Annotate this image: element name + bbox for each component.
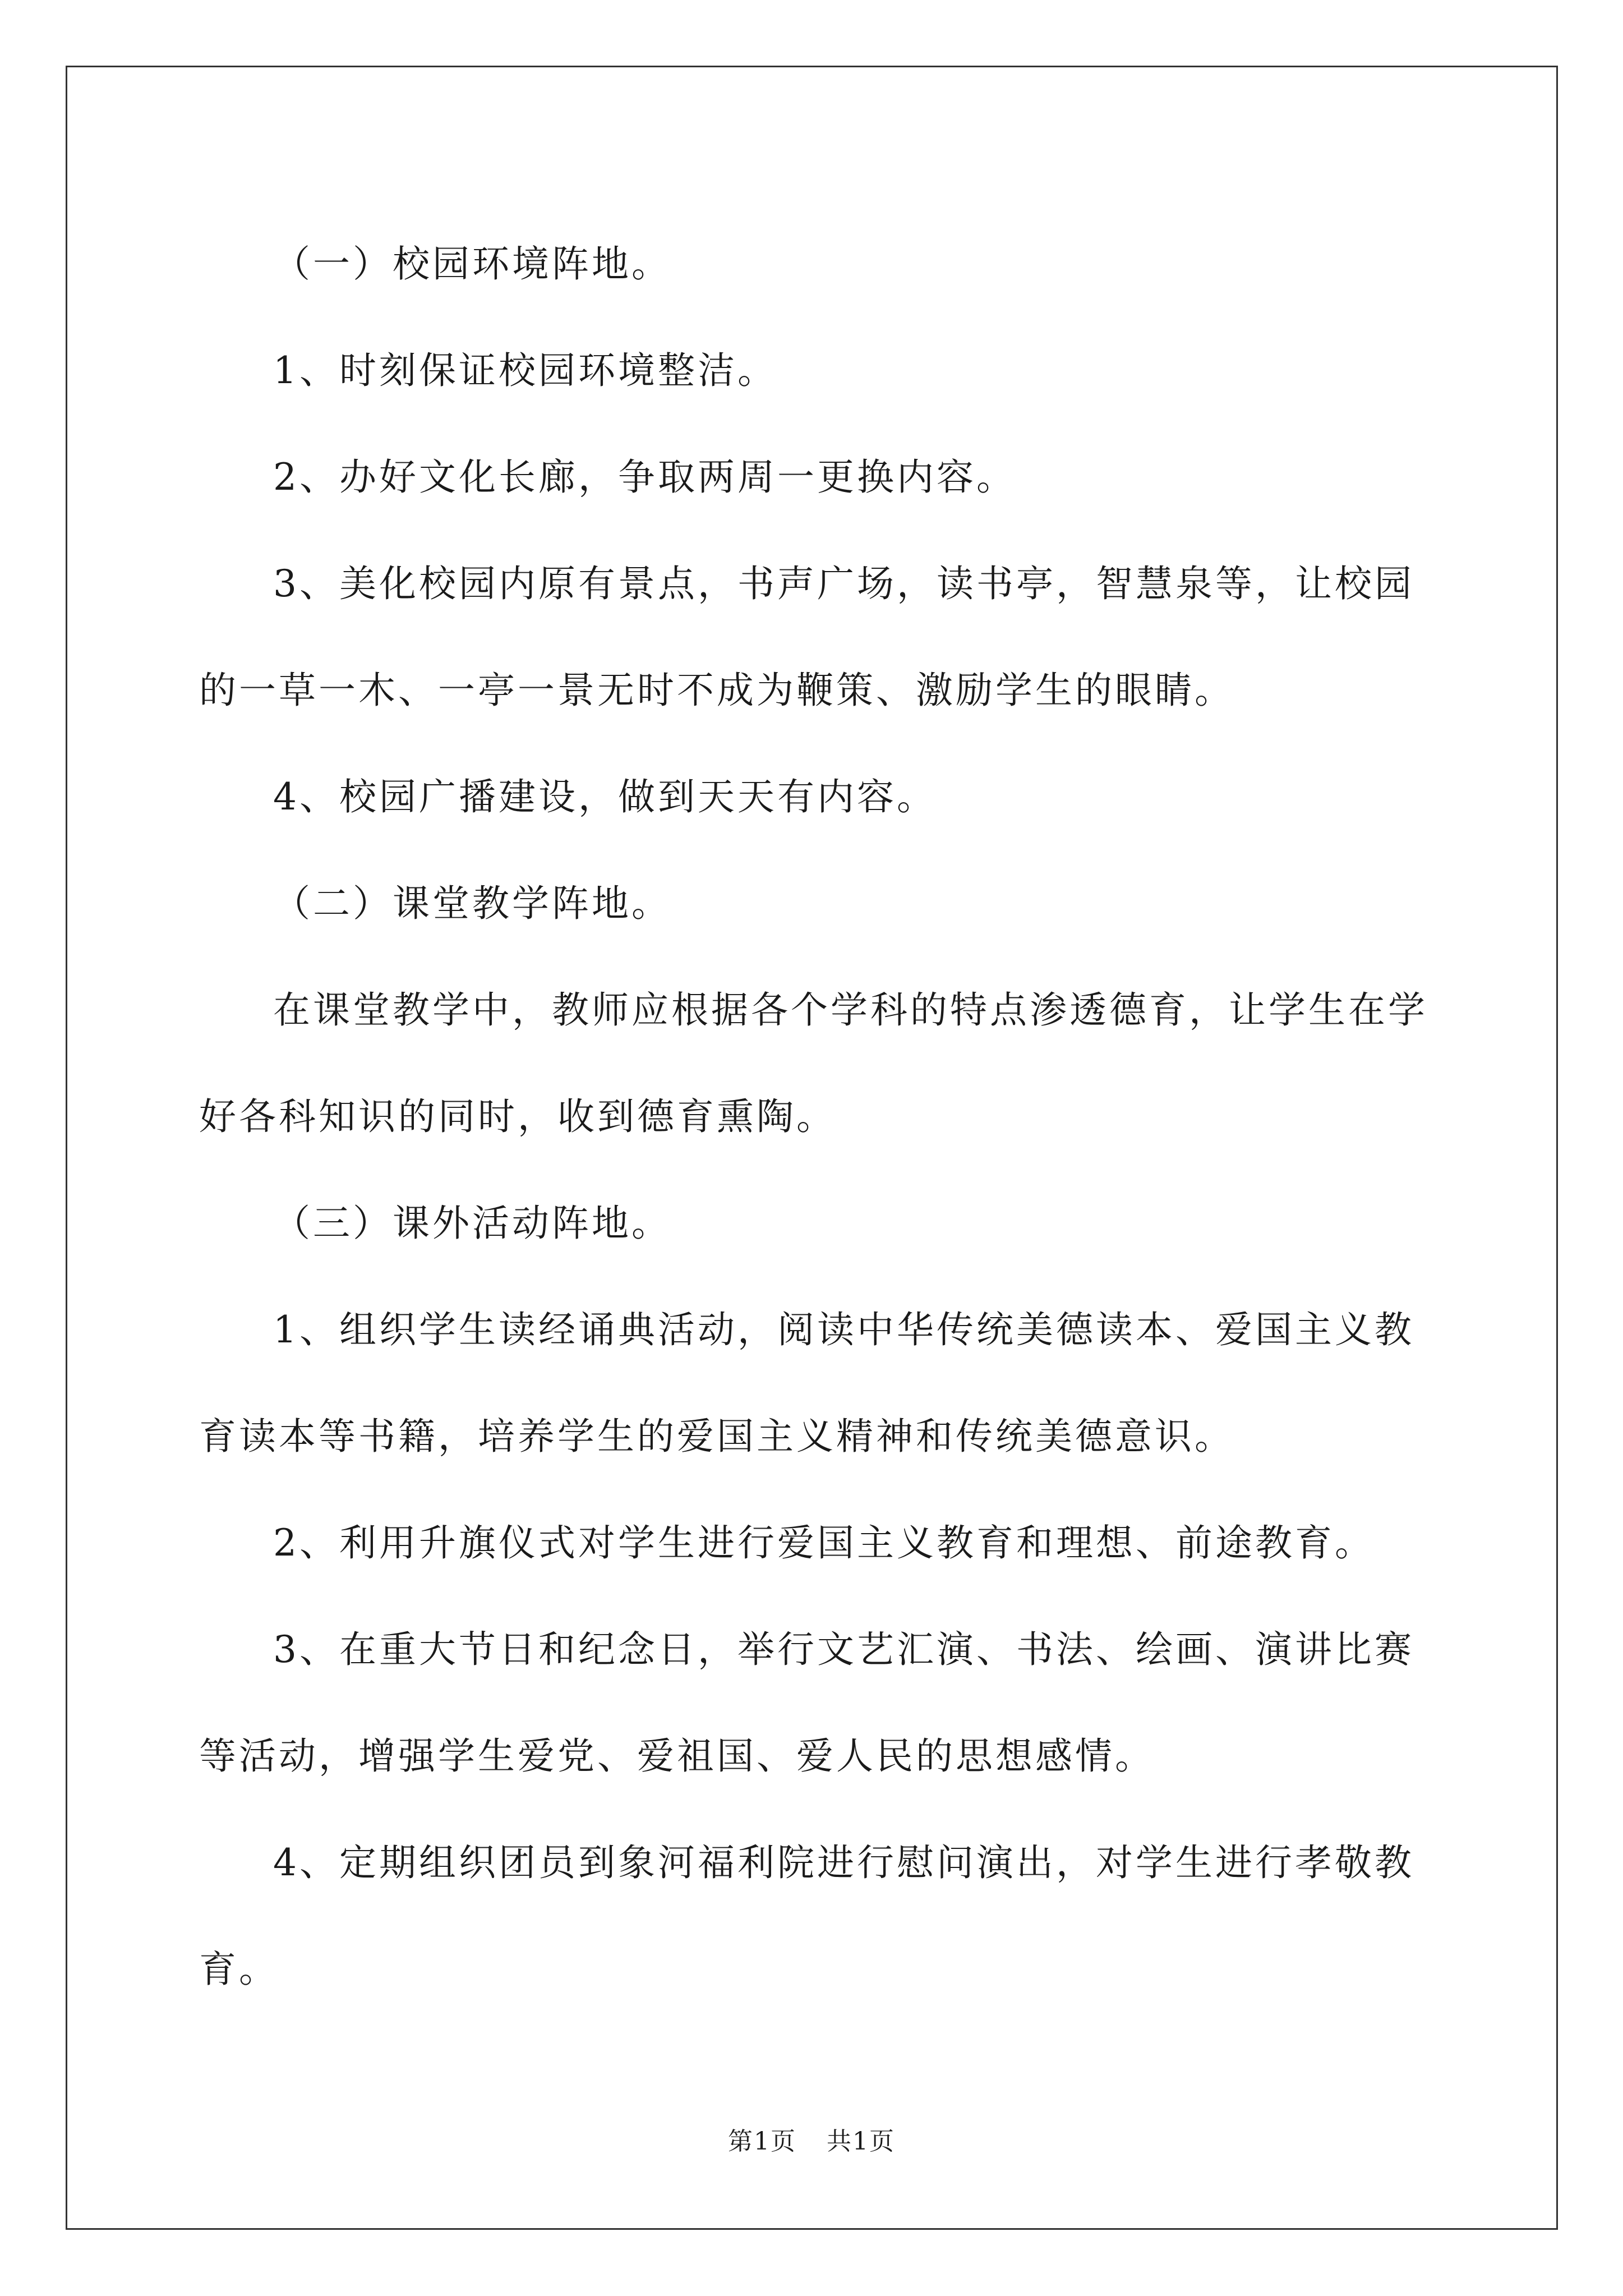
- list-item: 4、校园广播建设，做到天天有内容。: [273, 775, 937, 818]
- list-item: 2、利用升旗仪式对学生进行爱国主义教育和理想、前途教育。: [273, 1521, 1375, 1565]
- section-heading-1: （一）校园环境阵地。: [273, 242, 671, 286]
- section-heading-2: （二）课堂教学阵地。: [273, 882, 671, 925]
- section-heading-3: （三）课外活动阵地。: [273, 1202, 671, 1245]
- list-item: 3、美化校园内原有景点，书声广场，读书亭，智慧泉等，让校园的一草一木、一亭一景无时不成为鞭策、激励学生的眼睛。: [199, 562, 1414, 712]
- page-number-current: 第1页: [728, 2127, 796, 2156]
- list-item: 3、在重大节日和纪念日，举行文艺汇演、书法、绘画、演讲比赛等活动，增强学生爱党、爱祖国、爱人民的思想感情。: [199, 1628, 1414, 1778]
- list-item: 4、定期组织团员到象河福利院进行慰问演出，对学生进行孝敬教育。: [199, 1841, 1414, 1991]
- document-body: [199, 211, 1430, 2023]
- page-number-total: 共1页: [827, 2127, 895, 2156]
- list-item: 1、组织学生读经诵典活动，阅读中华传统美德读本、爱国主义教育读本等书籍，培养学生的爱国主义精神和传统美德意识。: [199, 1308, 1414, 1458]
- list-item: 1、时刻保证校园环境整洁。: [273, 349, 777, 392]
- list-item: 2、办好文化长廊，争取两周一更换内容。: [273, 455, 1016, 499]
- body-paragraph: 在课堂教学中，教师应根据各个学科的特点渗透德育，让学生在学好各科知识的同时，收到德育熏陶。: [199, 988, 1428, 1138]
- page-footer: [0, 2125, 1623, 2159]
